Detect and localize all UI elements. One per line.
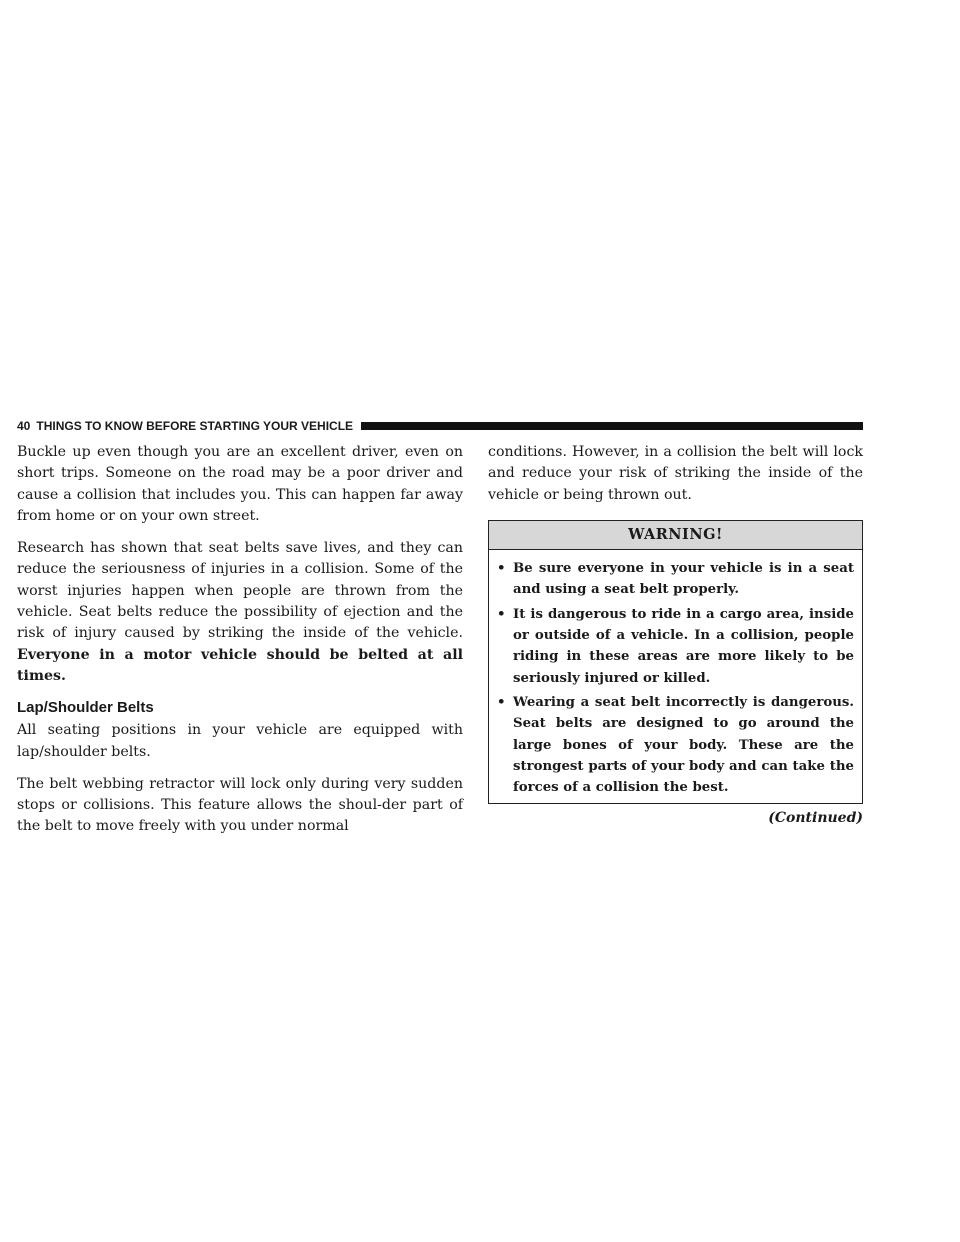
continued-label: (Continued)	[768, 810, 863, 827]
paragraph-seating-positions: All seating positions in your vehicle are equipped with lap/shoulder belts.	[17, 722, 463, 760]
paragraph-buckle-up: Buckle up even though you are an excellent driver, even on short trips. Someone on the road may be a poor driver and cause a collision that includes you. This can happen far away from home or on your own street.	[17, 444, 463, 524]
page-header	[17, 417, 863, 435]
warning-list	[489, 550, 862, 803]
warning-box	[488, 520, 863, 805]
right-column	[488, 442, 863, 830]
section-title: THINGS TO KNOW BEFORE STARTING YOUR VEHICLE	[36, 419, 354, 433]
warning-item	[497, 558, 854, 601]
bullet-icon: •	[497, 694, 506, 710]
page-number: 40	[17, 419, 31, 433]
bullet-icon: •	[497, 561, 506, 577]
paragraph-research-text: Research has shown that seat belts save lives, and they can reduce the seriousness of injuries in a collision. Some of the worst injuries happen when people are thrown from the vehicle. Seat belts reduce the possibility of ejection and the risk of injury caused by striking the inside of the vehicle.	[17, 540, 463, 642]
subheading-lap-shoulder-belts: Lap/Shoulder Belts	[17, 699, 154, 717]
paragraph-conditions: conditions. However, in a collision the belt will lock and reduce your risk of striking the inside of the vehicle or being thrown out.	[488, 444, 863, 503]
bullet-icon: •	[497, 606, 506, 622]
warning-title: WARNING!	[489, 521, 862, 550]
warning-item-text: Wearing a seat belt incorrectly is dangerous. Seat belts are designed to go around the large bones of your body. These are the strongest parts of your body and can take the forces of a collision the best.	[513, 694, 854, 796]
paragraph-research-bold: Everyone in a motor vehicle should be belted at all times.	[17, 646, 463, 684]
paragraph-retractor: The belt webbing retractor will lock only during very sudden stops or collisions. This feature allows the shoul-der part of the belt to move freely with you under normal	[17, 775, 463, 835]
header-rule	[361, 422, 863, 430]
warning-item-text: It is dangerous to ride in a cargo area, inside or outside of a vehicle. In a collision, people riding in these areas are more likely to be seriously injured or killed.	[513, 606, 854, 686]
paragraph-research	[17, 538, 463, 687]
left-column	[17, 442, 463, 849]
warning-item	[497, 604, 854, 689]
warning-item	[497, 692, 854, 798]
warning-item-text: Be sure everyone in your vehicle is in a seat and using a seat belt properly.	[513, 561, 854, 598]
